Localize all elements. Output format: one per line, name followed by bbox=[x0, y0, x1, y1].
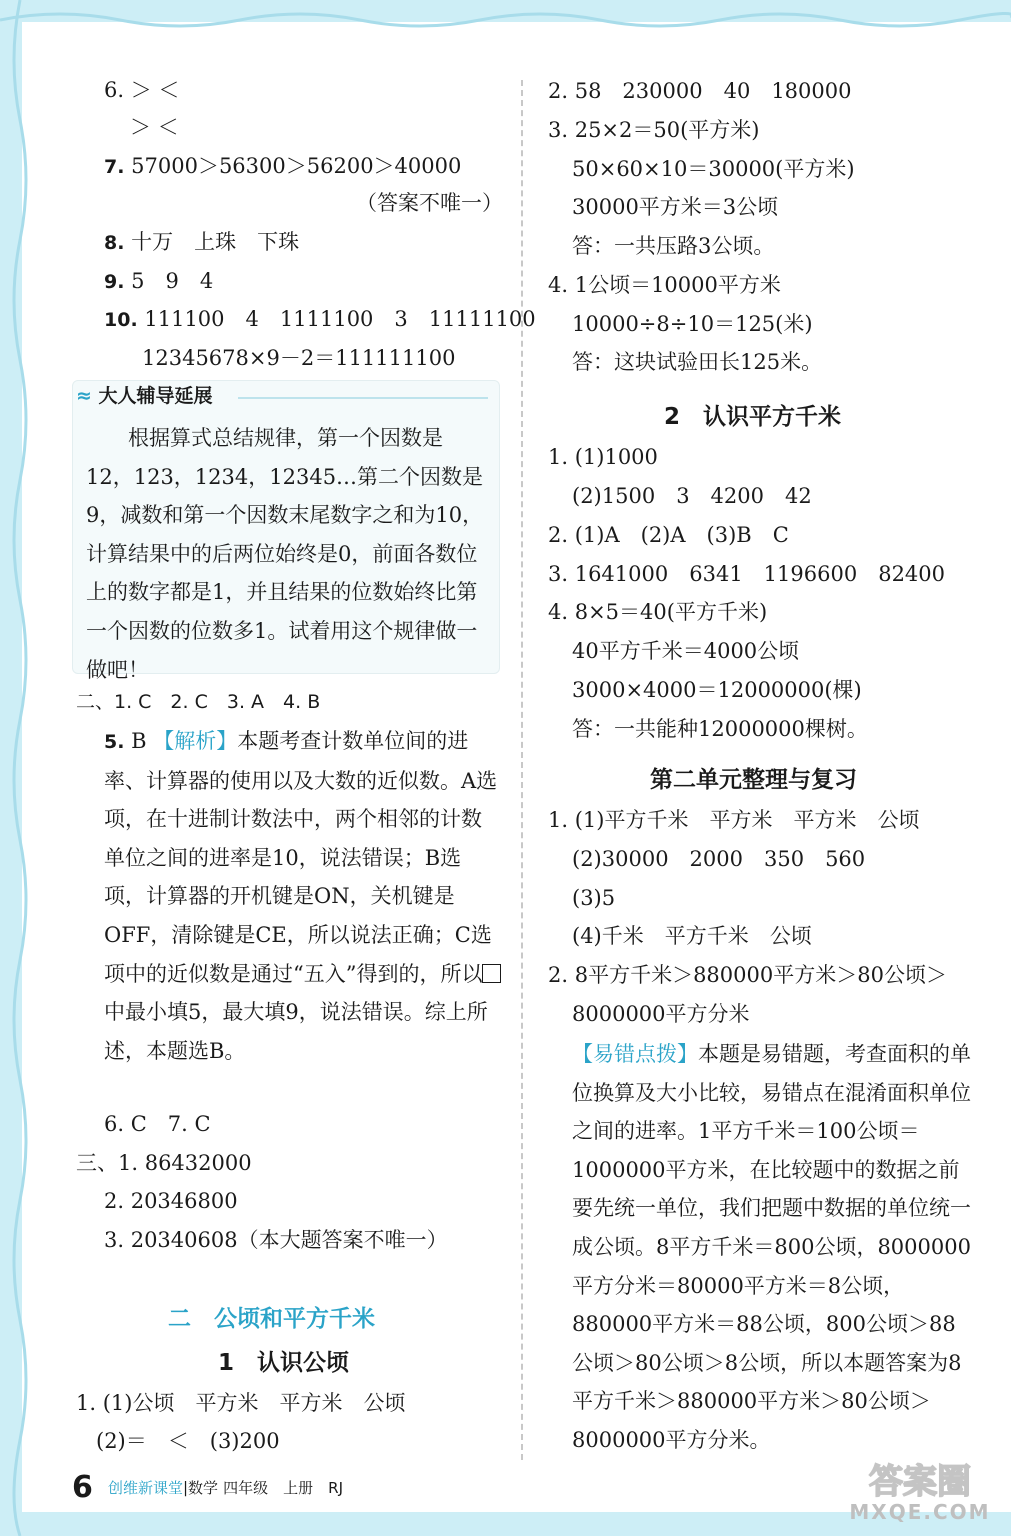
answer-10-line2: 12345678×9－2＝111111100 bbox=[142, 346, 456, 370]
l2-answer-4-final: 答：一共能种12000000棵树。 bbox=[572, 717, 868, 741]
review-title: 第二单元整理与复习 bbox=[650, 767, 857, 793]
lesson-1-answer-1b: (2)＝ ＜ (3)200 bbox=[96, 1429, 280, 1453]
review-answer-2: 2. 8平方千米＞880000平方米＞80公顷＞ bbox=[548, 963, 947, 987]
answer-10 bbox=[104, 304, 536, 335]
error-tip-text: 本题是易错题，考查面积的单位换算及大小比较，易错点在混淆面积单位之间的进率。1平方千米＝100公顷＝1000000平方米，在比较题中的数据之前要先统一单位，我们把题中数据的单位统一成公顷。8平方千米＝800公顷，8000000平方分米＝80000平方米＝8公顷，880000平方米＝88公顷，800公顷＞88公顷＞80公顷＞8公顷，所以本题答案为8平方千米＞880000平方米＞80公顷＞8000000平方分米。 bbox=[572, 1042, 971, 1452]
r-answer-3: 3. 25×2＝50(平方米) bbox=[548, 118, 760, 142]
answer-10-number: 10. bbox=[104, 309, 138, 331]
review-answer-1c: (3)5 bbox=[572, 886, 616, 910]
lesson-1-answer-1a: 1. (1)公顷 平方米 平方米 公顷 bbox=[76, 1391, 406, 1415]
answer-9-text: 5 9 4 bbox=[131, 269, 214, 293]
answer-7-number: 7. bbox=[104, 156, 125, 178]
answer-10-text: 111100 4 1111100 3 11111100 bbox=[144, 307, 536, 331]
column-divider bbox=[521, 80, 523, 1460]
section-3-answer-3: 3. 20340608（本大题答案不唯一） bbox=[104, 1228, 448, 1252]
answer-9 bbox=[104, 266, 213, 297]
answer-8-number: 8. bbox=[104, 232, 125, 254]
lesson-1-title: 1 认识公顷 bbox=[218, 1350, 350, 1376]
r-answer-3-calc: 50×60×10＝30000(平方米) bbox=[572, 157, 855, 181]
answer-6-line1: 6. ＞ ＜ bbox=[104, 78, 180, 102]
l2-answer-2: 2. (1)A (2)A (3)B C bbox=[548, 523, 789, 547]
answer-7-text: 57000＞56300＞56200＞40000 bbox=[131, 154, 462, 178]
unit-title: 二 公顷和平方千米 bbox=[168, 1306, 375, 1332]
analysis-text: 本题考查计数单位间的进率、计算器的使用以及大数的近似数。A选项，在十进制计数法中，两个相邻的计数单位之间的进率是10，说法错误；B选项，计算器的开机键是ON，关机键是OFF，清除键是CE，所以说法正确；C选项中的近似数是通过“五入”得到的，所以 bbox=[104, 729, 498, 986]
r-answer-4-final: 答：这块试验田长125米。 bbox=[572, 350, 823, 374]
footer-separator: | bbox=[182, 1478, 189, 1497]
review-answer-1b: (2)30000 2000 350 560 bbox=[572, 847, 866, 871]
section-2-answer-5 bbox=[104, 722, 502, 1070]
section-2-answers-6-7: 6. C 7. C bbox=[104, 1112, 211, 1136]
footer-grade: 四年级 上册 RJ bbox=[223, 1479, 344, 1497]
review-answer-2-cont: 8000000平方分米 bbox=[572, 1002, 750, 1026]
answer-5-number: 5. bbox=[104, 731, 125, 753]
review-answer-1a: 1. (1)平方千米 平方米 平方米 公顷 bbox=[548, 808, 920, 832]
l2-answer-4: 4. 8×5＝40(平方千米) bbox=[548, 600, 768, 624]
analysis-text-end: 中最小填5，最大填9，说法错误。综上所述，本题选B。 bbox=[104, 1000, 488, 1063]
answer-8 bbox=[104, 227, 299, 258]
watermark-site: MXQE.COM bbox=[849, 1500, 991, 1524]
r-answer-3-convert: 30000平方米＝3公顷 bbox=[572, 195, 779, 219]
answer-7 bbox=[104, 151, 461, 182]
l2-answer-3: 3. 1641000 6341 1196600 82400 bbox=[548, 562, 946, 586]
l2-answer-4-convert: 40平方千米＝4000公顷 bbox=[572, 639, 800, 663]
r-answer-2: 2. 58 230000 40 180000 bbox=[548, 79, 852, 103]
watermark-logo-text: 答案圈 bbox=[869, 1462, 971, 1502]
blank-box-icon bbox=[482, 964, 501, 983]
answer-7-note: （答案不唯一） bbox=[356, 191, 503, 215]
brand-name: 创维新课堂 bbox=[107, 1479, 183, 1497]
review-answer-1d: (4)千米 平方千米 公顷 bbox=[572, 924, 812, 948]
wave-icon: ≈ bbox=[76, 385, 92, 407]
section-3-answer-1: 三、1. 86432000 bbox=[76, 1151, 252, 1175]
answer-9-number: 9. bbox=[104, 271, 125, 293]
footer-subject: 数学 bbox=[188, 1479, 219, 1497]
r-answer-3-final: 答：一共压路3公顷。 bbox=[572, 234, 775, 258]
tutor-extension-rule bbox=[238, 397, 488, 399]
page-number: 6 bbox=[72, 1470, 93, 1505]
error-tip-tag: 【易错点拨】 bbox=[572, 1042, 698, 1066]
l2-answer-1b: (2)1500 3 4200 42 bbox=[572, 484, 812, 508]
footer bbox=[72, 1470, 343, 1506]
error-tip bbox=[572, 1035, 974, 1460]
tutor-extension-text: 根据算式总结规律，第一个因数是12，123，1234，12345…第二个因数是9，减数和第一个因数末尾数字之和为10，计算结果中的后两位始终是0，前面各数位上的数字都是1，并且结果的位数始终比第一个因数的位数多1。试着用这个规律做一做吧！ bbox=[86, 426, 484, 682]
section-3-answer-2: 2. 20346800 bbox=[104, 1189, 238, 1213]
answer-6-line2: ＞ ＜ bbox=[130, 115, 179, 139]
r-answer-4: 4. 1公顷＝10000平方米 bbox=[548, 273, 781, 297]
answer-8-text: 十万 上珠 下珠 bbox=[131, 230, 300, 254]
lesson-2-title: 2 认识平方千米 bbox=[664, 404, 842, 430]
r-answer-4-calc: 10000÷8÷10＝125(米) bbox=[572, 312, 813, 336]
tutor-extension-title bbox=[76, 382, 213, 410]
answer-5-choice: B bbox=[131, 729, 147, 753]
tutor-extension-title-text: 大人辅导延展 bbox=[98, 385, 213, 407]
l2-answer-1a: 1. (1)1000 bbox=[548, 445, 658, 469]
analysis-tag: 【解析】 bbox=[153, 729, 238, 753]
l2-answer-4-calc: 3000×4000＝12000000(棵) bbox=[572, 678, 862, 702]
section-2-answers: 二、1. C 2. C 3. A 4. B bbox=[76, 691, 321, 713]
